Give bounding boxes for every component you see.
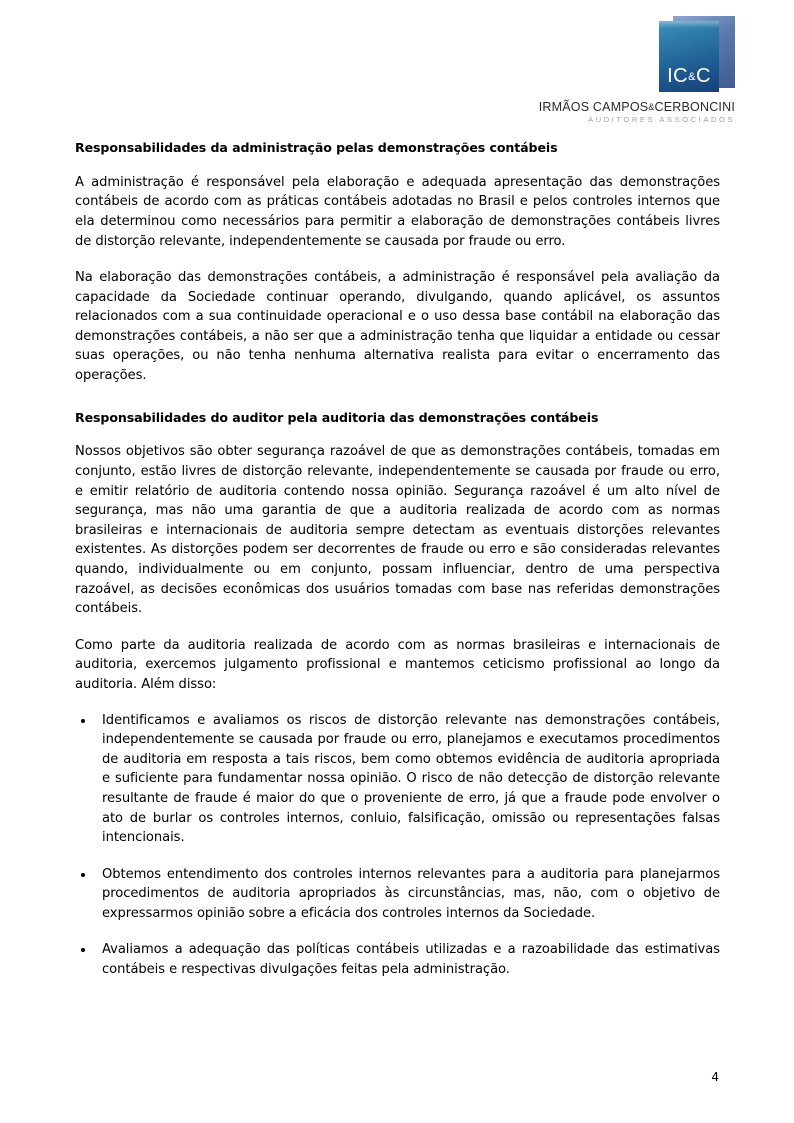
company-logo <box>520 14 735 122</box>
paragraph-administracao-2: Na elaboração das demonstrações contábeis, a administração é responsável pela avaliação da capacidade da Sociedade continuar operando, divulgando, quando aplicável, os assuntos relacionados com a sua continuidade operacional e o uso dessa base contábil na elaboração das demonstrações contábeis, a não ser que a administração tenha que liquidar a entidade ou cessar suas operações, ou não tenha nenhuma alternativa realista para evitar o encerramento das operações. <box>75 270 720 384</box>
company-name-first: IRMÃOS CAMPOS <box>538 100 649 114</box>
company-subtitle: AUDITORES ASSOCIADOS <box>588 115 735 124</box>
page-number: 4 <box>711 1070 719 1084</box>
company-name <box>520 100 735 114</box>
paragraph-auditor-2: Como parte da auditoria realizada de acordo com as normas brasileiras e internacionais de auditoria, exercemos julgamento profissional e mantemos ceticismo profissional ao longo da auditoria. Além disso: <box>75 637 720 692</box>
bullet-dot-icon <box>81 948 85 952</box>
company-name-second: CERBONCINI <box>654 100 735 114</box>
logo-monogram <box>659 66 719 86</box>
list-item <box>75 940 720 979</box>
heading-responsabilidades-administracao: Responsabilidades da administração pelas demonstrações contábeis <box>75 140 558 155</box>
list-item-text: Avaliamos a adequação das políticas contábeis utilizadas e a razoabilidade das estimativas contábeis e respectivas divulgações feitas pela administração. <box>102 942 720 978</box>
list-item <box>75 865 720 924</box>
auditor-responsibilities-list <box>75 711 720 980</box>
list-item-text: Obtemos entendimento dos controles internos relevantes para a auditoria para planejarmos procedimentos de auditoria apropriados às circunstâncias, mas, não, com o objetivo de expressarmos opinião sobre a eficácia dos controles internos da Sociedade. <box>102 866 720 921</box>
list-item <box>75 711 720 848</box>
paragraph-auditor-1: Nossos objetivos são obter segurança razoável de que as demonstrações contábeis, tomadas em conjunto, estão livres de distorção relevante, independentemente se causada por fraude ou erro, e emitir relatório de auditoria contendo nossa opinião. Segurança razoável é um alto nível de segurança, mas não uma garantia de que a auditoria realizada de acordo com as normas brasileiras e internacionais de auditoria sempre detectam as eventuais distorções relevantes existentes. As distorções podem ser decorrentes de fraude ou erro e são consideradas relevantes quando, individualmente ou em conjunto, possam influenciar, dentro de uma perspectiva razoável, as decisões econômicas dos usuários tomadas com base nas referidas demonstrações contábeis. <box>75 444 720 617</box>
bullet-dot-icon <box>81 719 85 723</box>
logo-monogram-c: C <box>695 65 711 87</box>
logo-monogram-ic: IC <box>667 65 689 87</box>
paragraph-administracao-1: A administração é responsável pela elaboração e adequada apresentação das demonstrações contábeis de acordo com as práticas contábeis adotadas no Brasil e pelos controles internos que ela determinou como necessários para permitir a elaboração de demonstrações contábeis livres de distorção relevante, independentemente se causada por fraude ou erro. <box>75 174 720 249</box>
logo-monogram-ampersand: & <box>688 71 696 83</box>
document-body <box>75 140 720 997</box>
list-item-text: Identificamos e avaliamos os riscos de distorção relevante nas demonstrações contábeis, independentemente se causada por fraude ou erro, planejamos e executamos procedimentos de auditoria em resposta a tais riscos, bem como obtemos evidência de auditoria apropriada e suficiente para fundamentar nossa opinião. O risco de não detecção de distorção relevante resultante de fraude é maior do que o proveniente de erro, já que a fraude pode envolver o ato de burlar os controles internos, conluio, falsificação, omissão ou representações falsas intencionais. <box>102 712 720 846</box>
heading-responsabilidades-auditor: Responsabilidades do auditor pela auditoria das demonstrações contábeis <box>75 409 599 425</box>
company-name-ampersand: & <box>648 102 655 112</box>
bullet-dot-icon <box>81 873 85 877</box>
logo-mark-icon <box>651 14 737 94</box>
logo-front-panel <box>659 21 719 92</box>
